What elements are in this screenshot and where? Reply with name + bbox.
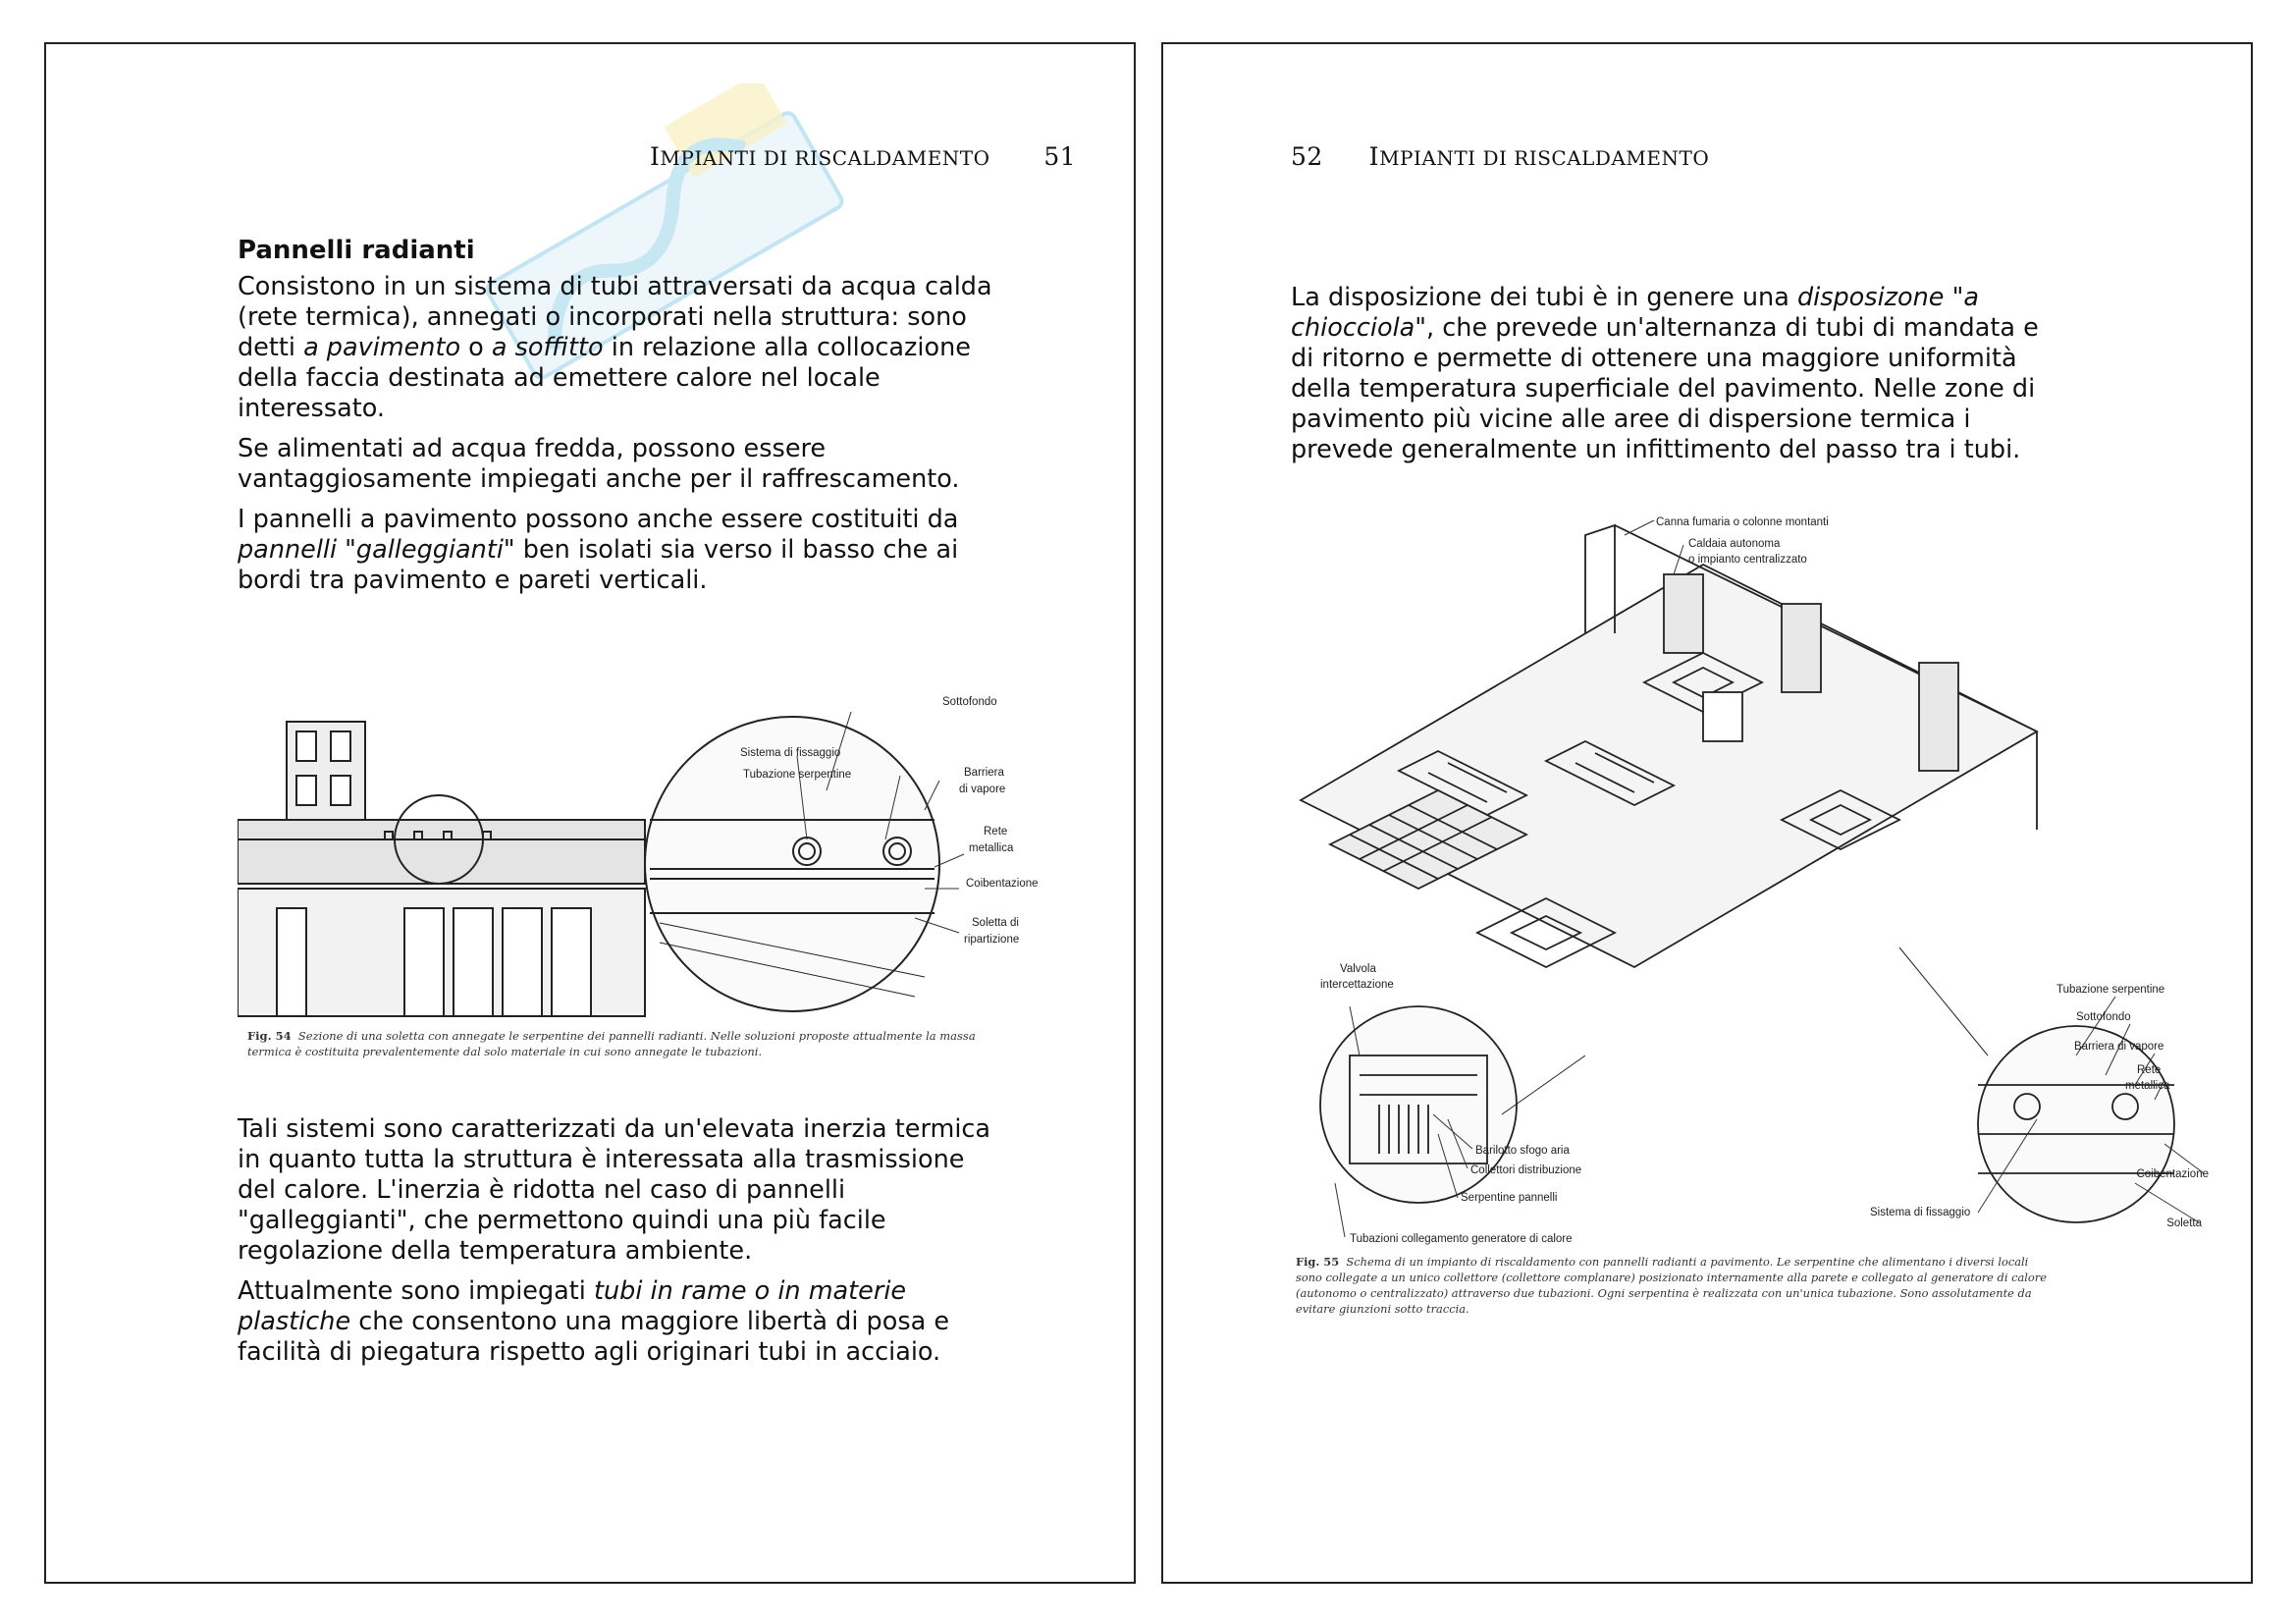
section-title: Pannelli radianti bbox=[238, 236, 475, 265]
svg-text:Caldaia autonoma: Caldaia autonoma bbox=[1688, 538, 1781, 550]
svg-text:metallica: metallica bbox=[2125, 1080, 2170, 1092]
paragraph-3: I pannelli a pavimento possono anche essere costituiti da pannelli "galleggianti" ben isolati sia verso il basso che ai bordi tra pavimento e pareti verticali. bbox=[238, 505, 959, 595]
right-page-number: 52 bbox=[1291, 142, 1323, 171]
paragraph-4: Tali sistemi sono caratterizzati da un'elevata inerzia termica in quanto tutta la struttura è interessata alla trasmissione del calore. L'inerzia è ridotta nel caso di pannelli "galleggianti", che permettono quindi una più facile regolazione della temperatura ambiente. bbox=[238, 1114, 991, 1266]
paragraph-2: Se alimentati ad acqua fredda, possono essere vantaggiosamente impiegati anche per il raffrescamento. bbox=[238, 434, 960, 494]
svg-text:metallica: metallica bbox=[969, 842, 1014, 854]
paragraph-1: Consistono in un sistema di tubi attraversati da acqua calda (rete termica), annegati o incorporati nella struttura: sono detti a pavimento o a soffitto in relazione alla collocazione della faccia destinata ad emettere calore nel locale interessato. bbox=[238, 272, 992, 423]
svg-text:intercettazione: intercettazione bbox=[1320, 979, 1394, 991]
left-body-bottom bbox=[238, 1114, 1042, 1368]
label-sistema-fissaggio: Sistema di fissaggio bbox=[1870, 1207, 1971, 1218]
svg-text:Barriera: Barriera bbox=[964, 767, 1004, 779]
right-body: La disposizione dei tubi è in genere una disposizone "a chiocciola", che prevede un'alternanza di tubi di mandata e di ritorno e permette di ottenere una maggiore uniformità della temperatura superficiale del pavimento. Nelle zone di pavimento più vicine alle aree di dispersione termica i prevede generalmente un infittimento del passo tra i tubi. bbox=[1291, 283, 2039, 464]
label-coibentazione: Coibentazione bbox=[2136, 1168, 2209, 1180]
svg-text:Soletta di: Soletta di bbox=[972, 917, 1019, 929]
right-running-header: 52 IMPIANTI DI RISCALDAMENTO bbox=[1291, 142, 1710, 171]
label-barilotto: Barilotto sfogo aria bbox=[1475, 1145, 1570, 1157]
label-collettori: Collettori distribuzione bbox=[1470, 1164, 1582, 1176]
svg-text:Rete: Rete bbox=[984, 826, 1008, 838]
right-page bbox=[1161, 42, 2253, 1584]
svg-text:o impianto centralizzato: o impianto centralizzato bbox=[1688, 554, 1807, 566]
label-serpentine-pannelli: Serpentine pannelli bbox=[1461, 1192, 1558, 1204]
label-sottofondo: Sottofondo bbox=[2076, 1011, 2131, 1023]
svg-text:ripartizione: ripartizione bbox=[964, 934, 1020, 946]
left-body-top bbox=[238, 236, 1023, 596]
label-tubazione-serpentine: Tubazione serpentine bbox=[743, 769, 852, 781]
svg-text:Valvola: Valvola bbox=[1340, 963, 1376, 975]
svg-text:di vapore: di vapore bbox=[959, 784, 1006, 795]
label-sottofondo: Sottofondo bbox=[942, 696, 997, 708]
figure-55-floor-heating-schema bbox=[1291, 506, 2233, 1252]
left-running-header: IMPIANTI DI RISCALDAMENTO 51 bbox=[650, 142, 1077, 171]
svg-text:Rete: Rete bbox=[2137, 1064, 2162, 1076]
label-soletta: Soletta bbox=[2166, 1217, 2202, 1229]
label-sistema-fissaggio: Sistema di fissaggio bbox=[740, 747, 841, 759]
paragraph-5: Attualmente sono impiegati tubi in rame o in materie plastiche che consentono una maggiore libertà di posa e facilità di piegatura rispetto agli originari tubi in acciaio. bbox=[238, 1276, 950, 1367]
figure-54-slab-section bbox=[238, 682, 1072, 1026]
label-tubazione-serpentine: Tubazione serpentine bbox=[2056, 984, 2165, 996]
label-barriera-vapore: Barriera di vapore bbox=[2074, 1041, 2164, 1053]
left-page-number: 51 bbox=[1043, 142, 1077, 171]
figure-54-caption: Fig. 54 Sezione di una soletta con annegate le serpentine dei pannelli radianti. Nelle soluzioni proposte attualmente la massa termica è costituita prevalentemente dal solo materiale in cui sono annegate le tubazioni. bbox=[247, 1029, 976, 1058]
label-tubazioni-collegamento: Tubazioni collegamento generatore di calore bbox=[1350, 1233, 1573, 1245]
svg-text:Coibentazione: Coibentazione bbox=[966, 878, 1039, 890]
left-page bbox=[44, 42, 1136, 1584]
figure-55-caption: Fig. 55 Schema di un impianto di riscaldamento con pannelli radianti a pavimento. Le serpentine che alimentano i diversi locali sono collegate a un unico collettore (collettore complanare) posizionato internamente alla parete e collegato al generatore di calore (autonomo o centralizzato) attraverso due tubazioni. Ogni serpentina è realizzata con un'unica tubazione. Sono assolutamente da evitare giunzioni sotto traccia. bbox=[1296, 1255, 2047, 1316]
label-canna-fumaria: Canna fumaria o colonne montanti bbox=[1656, 516, 1829, 528]
